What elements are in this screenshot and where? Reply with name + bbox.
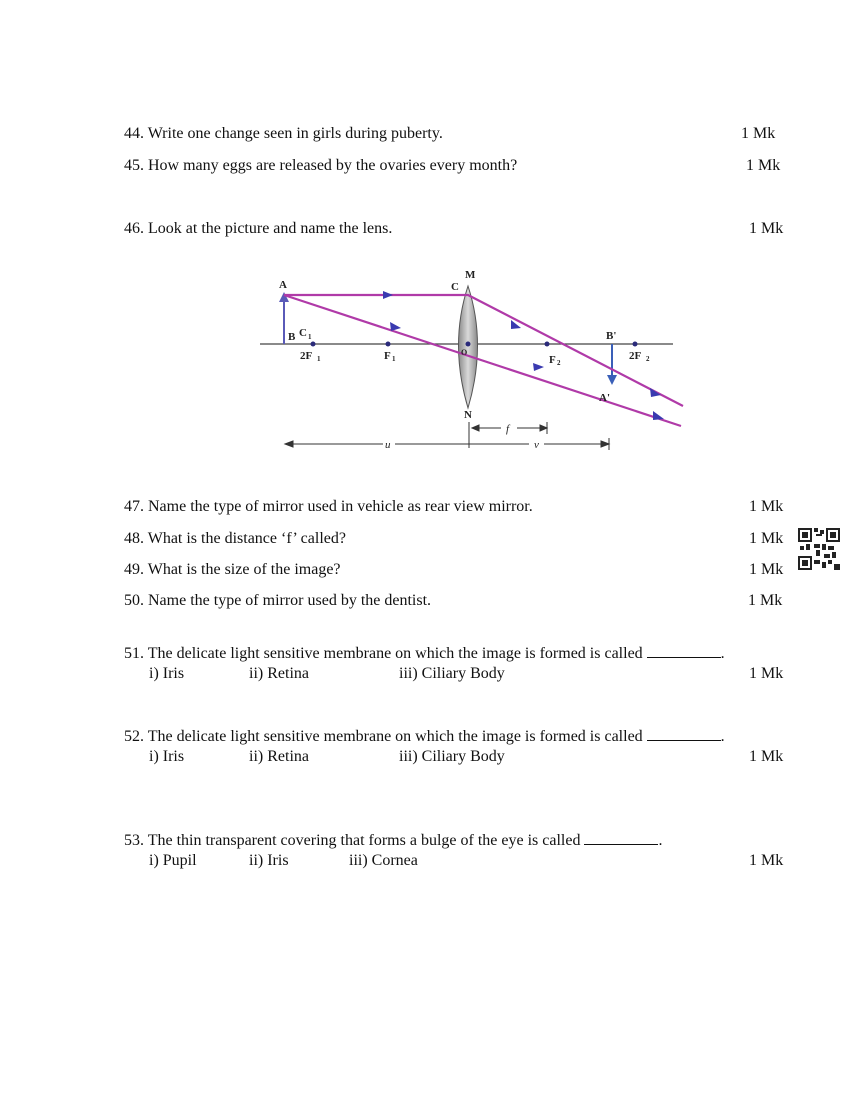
- marks-47: 1 Mk: [749, 498, 784, 515]
- question-52-text: 52. The delicate light sensitive membrane on which the image is formed is called: [124, 728, 643, 745]
- question-51-text: 51. The delicate light sensitive membrane on which the image is formed is called: [124, 645, 643, 662]
- question-50: 50. Name the type of mirror used by the dentist.: [124, 592, 432, 609]
- marks-45: 1 Mk: [746, 157, 781, 174]
- q52-option-2: ii) Retina: [249, 748, 309, 765]
- question-45: 45. How many eggs are released by the ovaries every month?: [124, 157, 518, 174]
- label-F1: F: [384, 350, 391, 362]
- question-53-text: 53. The thin transparent covering that forms a bulge of the eye is called: [124, 832, 581, 849]
- marks-51: 1 Mk: [749, 665, 784, 682]
- label-C: C: [451, 281, 459, 293]
- label-2F1: 2F: [300, 350, 313, 362]
- q52-option-3: iii) Ciliary Body: [399, 748, 505, 765]
- lens-ray-diagram: [255, 262, 695, 462]
- q53-option-2: ii) Iris: [249, 852, 289, 869]
- label-O: O: [461, 348, 468, 357]
- q51-option-1: i) Iris: [149, 665, 185, 682]
- label-C1-sub: 1: [308, 333, 312, 341]
- q52-option-1: i) Iris: [149, 748, 185, 765]
- label-F2: F: [549, 354, 556, 366]
- marks-52: 1 Mk: [749, 748, 784, 765]
- label-A-prime: A': [599, 392, 610, 404]
- label-F2-sub: 2: [557, 359, 561, 367]
- label-C1: C: [299, 327, 307, 339]
- convex-lens: [459, 286, 478, 408]
- marks-53: 1 Mk: [749, 852, 784, 869]
- question-46: 46. Look at the picture and name the lens.: [124, 220, 393, 237]
- q53-option-1: i) Pupil: [149, 852, 197, 869]
- question-49: 49. What is the size of the image?: [124, 561, 341, 578]
- label-B: B: [288, 331, 296, 343]
- marks-49: 1 Mk: [749, 561, 784, 578]
- question-51: 51. The delicate light sensitive membrane on which the image is formed is called .: [124, 645, 725, 662]
- question-48: 48. What is the distance ‘f’ called?: [124, 530, 346, 547]
- label-A: A: [279, 279, 287, 291]
- label-2F1-sub: 1: [317, 355, 321, 363]
- question-52: 52. The delicate light sensitive membrane on which the image is formed is called .: [124, 728, 725, 745]
- marks-48: 1 Mk: [749, 530, 784, 547]
- qr-code-icon: [798, 528, 840, 570]
- light-rays: [284, 295, 683, 426]
- marks-50: 1 Mk: [748, 592, 783, 609]
- label-2F2: 2F: [629, 350, 642, 362]
- question-47: 47. Name the type of mirror used in vehicle as rear view mirror.: [124, 498, 533, 515]
- answer-blank-52[interactable]: [647, 727, 721, 741]
- label-f: f: [506, 423, 510, 435]
- q51-option-2: ii) Retina: [249, 665, 309, 682]
- marks-44: 1 Mk: [741, 125, 776, 142]
- distance-markers: [285, 422, 609, 450]
- question-53: 53. The thin transparent covering that forms a bulge of the eye is called .: [124, 832, 663, 849]
- label-2F2-sub: 2: [646, 355, 650, 363]
- marks-46: 1 Mk: [749, 220, 784, 237]
- answer-blank-53[interactable]: [584, 831, 658, 845]
- label-u: u: [385, 439, 391, 451]
- q51-option-3: iii) Ciliary Body: [399, 665, 505, 682]
- q53-option-3: iii) Cornea: [349, 852, 418, 869]
- ray-arrowheads: [383, 291, 664, 420]
- label-M: M: [465, 269, 476, 281]
- answer-blank-51[interactable]: [647, 644, 721, 658]
- label-N: N: [464, 409, 472, 421]
- label-v: v: [534, 439, 539, 451]
- label-F1-sub: 1: [392, 355, 396, 363]
- question-44: 44. Write one change seen in girls during puberty.: [124, 125, 443, 142]
- label-B-prime: B': [606, 330, 617, 342]
